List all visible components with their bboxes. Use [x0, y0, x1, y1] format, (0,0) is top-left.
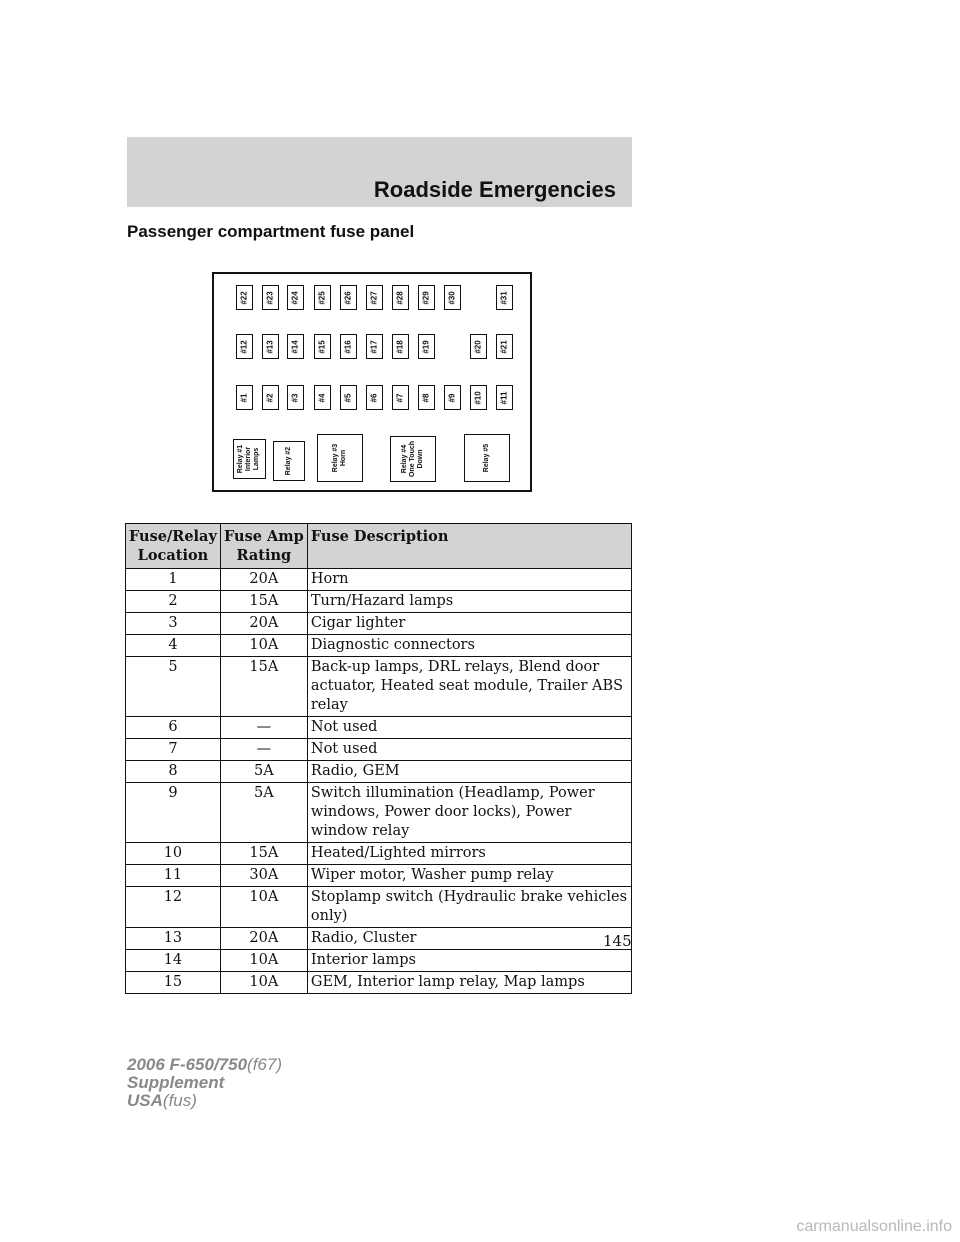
fuse-label: #9 [447, 393, 457, 402]
fuse-label: #13 [265, 339, 275, 354]
fuse-slot [366, 285, 383, 310]
fuse-slot [366, 385, 383, 410]
cell-location: 12 [126, 887, 221, 928]
relay-label: Relay #3 Horn [331, 443, 347, 473]
fuse-label: #3 [290, 393, 300, 402]
cell-amp-rating: — [220, 717, 307, 739]
relay-label: Relay #2 [284, 446, 292, 476]
column-header-amp-rating: Fuse Amp Rating [220, 524, 307, 569]
cell-amp-rating: 5A [220, 783, 307, 843]
table-row [126, 928, 632, 950]
fuse-slot [496, 385, 513, 410]
watermark: carmanualsonline.info [796, 1218, 952, 1235]
fuse-label: #26 [343, 290, 353, 305]
fuse-label: #24 [290, 290, 300, 305]
footer [127, 1056, 282, 1110]
table-row [126, 865, 632, 887]
table-row [126, 783, 632, 843]
table-row [126, 972, 632, 994]
fuse-label: #14 [290, 339, 300, 354]
fuse-label: #20 [473, 339, 483, 354]
fuse-slot [470, 334, 487, 359]
fuse-panel-diagram [212, 272, 532, 492]
fuse-label: #10 [473, 390, 483, 405]
cell-location: 10 [126, 843, 221, 865]
fuse-slot [287, 385, 304, 410]
fuse-slot [340, 385, 357, 410]
cell-description: Diagnostic connectors [307, 635, 631, 657]
cell-amp-rating: — [220, 739, 307, 761]
fuse-label: #17 [369, 339, 379, 354]
cell-amp-rating: 10A [220, 635, 307, 657]
cell-description: Heated/Lighted mirrors [307, 843, 631, 865]
cell-amp-rating: 15A [220, 843, 307, 865]
cell-amp-rating: 10A [220, 887, 307, 928]
fuse-label: #7 [395, 393, 405, 402]
cell-amp-rating: 20A [220, 613, 307, 635]
footer-region-code: (fus) [162, 1091, 197, 1110]
cell-location: 8 [126, 761, 221, 783]
fuse-slot [236, 385, 253, 410]
relay-slot [273, 441, 305, 481]
cell-amp-rating: 20A [220, 569, 307, 591]
fuse-label: #31 [499, 290, 509, 305]
cell-description: Switch illumination (Headlamp, Power windows, Power door locks), Power window relay [307, 783, 631, 843]
table-row [126, 717, 632, 739]
cell-location: 3 [126, 613, 221, 635]
fuse-slot [496, 334, 513, 359]
fuse-label: #18 [395, 339, 405, 354]
table-row [126, 613, 632, 635]
fuse-label: #25 [317, 290, 327, 305]
cell-location: 15 [126, 972, 221, 994]
cell-description: Stoplamp switch (Hydraulic brake vehicles only) [307, 887, 631, 928]
table-row [126, 657, 632, 717]
fuse-slot [418, 285, 435, 310]
cell-description: Wiper motor, Washer pump relay [307, 865, 631, 887]
fuse-slot [314, 385, 331, 410]
cell-amp-rating: 15A [220, 657, 307, 717]
header-band [127, 137, 632, 207]
cell-location: 9 [126, 783, 221, 843]
footer-model-code: (f67) [247, 1055, 283, 1074]
table-header-row [126, 524, 632, 569]
fuse-slot [496, 285, 513, 310]
fuse-label: #19 [421, 339, 431, 354]
table-row [126, 635, 632, 657]
fuse-label: #2 [265, 393, 275, 402]
fuse-slot [392, 385, 409, 410]
table-row [126, 739, 632, 761]
relay-slot [233, 439, 266, 479]
cell-description: Horn [307, 569, 631, 591]
page-title: Roadside Emergencies [373, 177, 616, 202]
cell-amp-rating: 30A [220, 865, 307, 887]
fuse-label: #8 [421, 393, 431, 402]
cell-description: Turn/Hazard lamps [307, 591, 631, 613]
cell-location: 11 [126, 865, 221, 887]
fuse-label: #22 [239, 290, 249, 305]
fuse-slot [366, 334, 383, 359]
fuse-label: #28 [395, 290, 405, 305]
fuse-slot [287, 285, 304, 310]
fuse-slot [236, 285, 253, 310]
relay-slot [390, 436, 436, 482]
column-header-description: Fuse Description [307, 524, 631, 569]
fuse-slot [418, 385, 435, 410]
fuse-label: #15 [317, 339, 327, 354]
fuse-label: #1 [239, 393, 249, 402]
fuse-slot [392, 285, 409, 310]
table-row [126, 569, 632, 591]
cell-amp-rating: 20A [220, 928, 307, 950]
fuse-label: #6 [369, 393, 379, 402]
fuse-label: #4 [317, 393, 327, 402]
section-heading: Passenger compartment fuse panel [127, 222, 415, 241]
table-row [126, 843, 632, 865]
fuse-label: #30 [447, 290, 457, 305]
fuse-table [125, 523, 632, 994]
fuse-slot [236, 334, 253, 359]
relay-label: Relay #5 [482, 443, 490, 473]
table-row [126, 950, 632, 972]
fuse-slot [314, 334, 331, 359]
cell-description: GEM, Interior lamp relay, Map lamps [307, 972, 631, 994]
fuse-label: #5 [343, 393, 353, 402]
cell-amp-rating: 5A [220, 761, 307, 783]
fuse-slot [392, 334, 409, 359]
cell-amp-rating: 10A [220, 950, 307, 972]
footer-supplement: Supplement [127, 1073, 225, 1092]
cell-location: 1 [126, 569, 221, 591]
cell-description: Interior lamps [307, 950, 631, 972]
cell-location: 2 [126, 591, 221, 613]
table-row [126, 761, 632, 783]
cell-description: Radio, GEM [307, 761, 631, 783]
cell-description: Not used [307, 739, 631, 761]
page-number: 145 [603, 932, 632, 950]
cell-description: Not used [307, 717, 631, 739]
fuse-slot [418, 334, 435, 359]
fuse-label: #27 [369, 290, 379, 305]
relay-slot [317, 434, 363, 482]
cell-location: 7 [126, 739, 221, 761]
fuse-label: #12 [239, 339, 249, 354]
relay-label: Relay #1 Interior Lamps [237, 444, 261, 474]
fuse-slot [470, 385, 487, 410]
cell-location: 6 [126, 717, 221, 739]
fuse-slot [340, 334, 357, 359]
cell-location: 13 [126, 928, 221, 950]
footer-region: USA [127, 1091, 163, 1110]
cell-description: Radio, Cluster [307, 928, 631, 950]
fuse-slot [262, 285, 279, 310]
cell-amp-rating: 10A [220, 972, 307, 994]
fuse-slot [262, 385, 279, 410]
fuse-label: #23 [265, 290, 275, 305]
fuse-label: #11 [499, 391, 509, 404]
footer-model: 2006 F-650/750 [127, 1055, 248, 1074]
fuse-label: #21 [499, 339, 509, 354]
fuse-slot [314, 285, 331, 310]
fuse-label: #29 [421, 290, 431, 305]
table-row [126, 887, 632, 928]
fuse-slot [287, 334, 304, 359]
relay-label: Relay #4 One Touch Down [400, 440, 424, 478]
cell-description: Cigar lighter [307, 613, 631, 635]
column-header-location: Fuse/Relay Location [126, 524, 221, 569]
cell-amp-rating: 15A [220, 591, 307, 613]
fuse-slot [444, 385, 461, 410]
fuse-label: #16 [343, 339, 353, 354]
fuse-slot [262, 334, 279, 359]
cell-location: 5 [126, 657, 221, 717]
fuse-slot [444, 285, 461, 310]
table-row [126, 591, 632, 613]
cell-description: Back-up lamps, DRL relays, Blend door actuator, Heated seat module, Trailer ABS relay [307, 657, 631, 717]
relay-slot [464, 434, 510, 482]
fuse-slot [340, 285, 357, 310]
cell-location: 4 [126, 635, 221, 657]
cell-location: 14 [126, 950, 221, 972]
